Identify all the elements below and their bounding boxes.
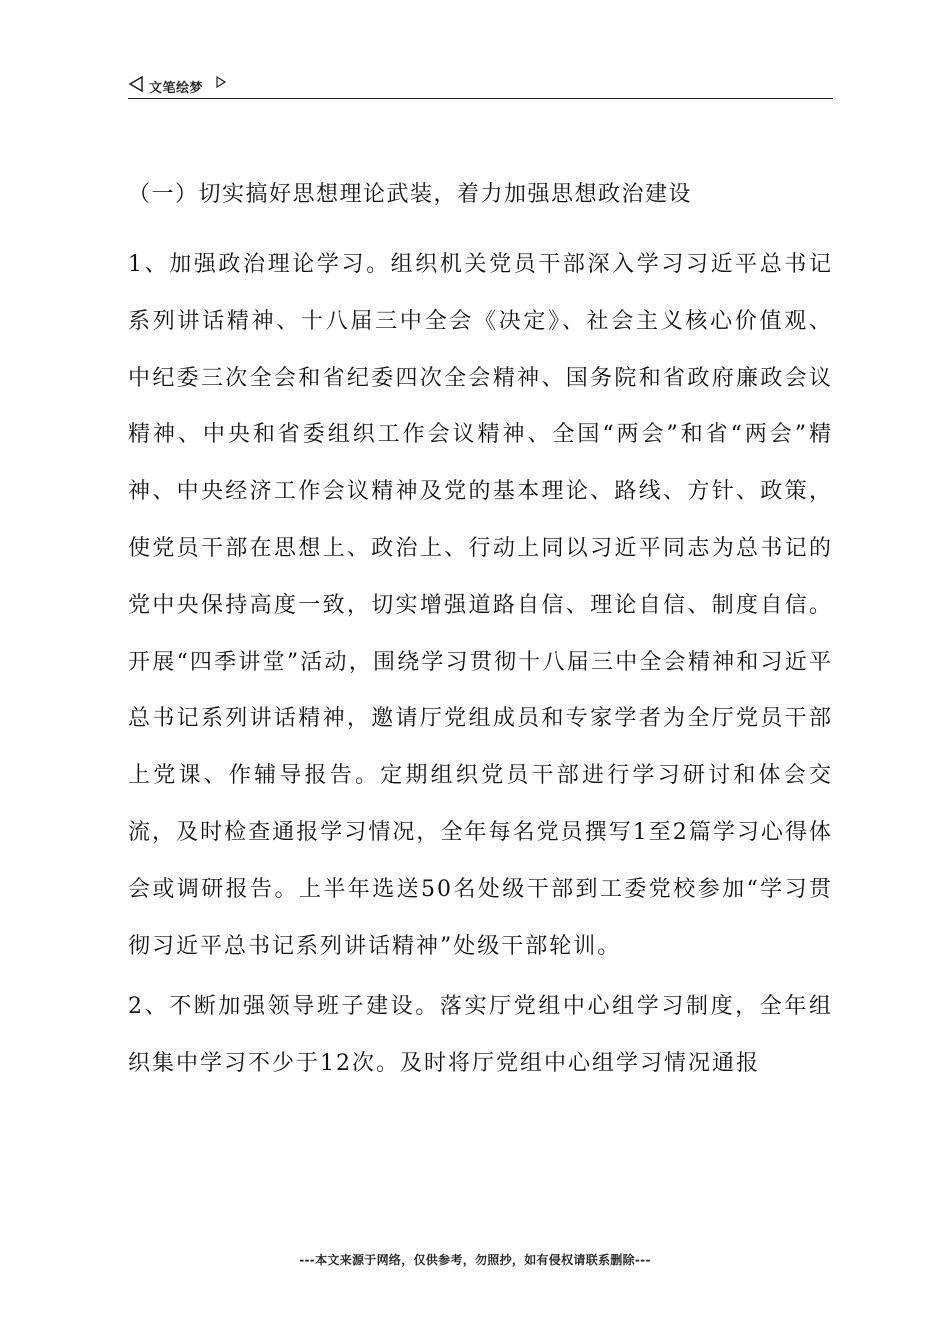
paragraph-leadership-building: 2、不断加强领导班子建设。落实厅党组中心组学习制度，全年组织集中学习不少于12次。及时将厅党组中心组学习情况通报 xyxy=(128,994,833,1077)
header-brand: 文笔绘梦 xyxy=(149,81,204,96)
paragraph-political-theory-study: 1、加强政治理论学习。组织机关党员干部深入学习习近平总书记系列讲话精神、十八届三中全会《决定》、社会主义核心价值观、中纪委三次全会和省纪委四次全会精神、国务院和省政府廉政会议精神、中央和省委组织工作会议精神、全国“两会”和省“两会”精神、中央经济工作会议精神及党的基本理论、路线、方针、政策，使党员干部在思想上、政治上、行动上同以习近平同志为总书记的党中央保持高度一致，切实增强道路自信、理论自信、制度自信。开展“四季讲堂”活动，围绕学习贯彻十八届三中全会精神和习近平总书记系列讲话精神，邀请厅党组成员和专家学者为全厅党员干部上党课、作辅导报告。定期组织党员干部进行学习研讨和体会交流，及时检查通报学习情况，全年每名党员撰写1至2篇学习心得体会或调研报告。上半年选送50名处级干部到工委党校参加“学习贯彻习近平总书记系列讲话精神”处级干部轮训。 xyxy=(128,252,833,959)
footer-notice: ---本文来源于网络，仅供参考，勿照抄，如有侵权请联系删除--- xyxy=(299,1253,651,1267)
triangle-right-outline-icon xyxy=(216,76,226,88)
page-header xyxy=(128,70,833,99)
section-heading: （一）切实搞好思想理论武装，着力加强思想政治建设 xyxy=(128,182,693,207)
document-body xyxy=(128,180,833,1097)
triangle-left-outline-icon xyxy=(128,76,144,92)
